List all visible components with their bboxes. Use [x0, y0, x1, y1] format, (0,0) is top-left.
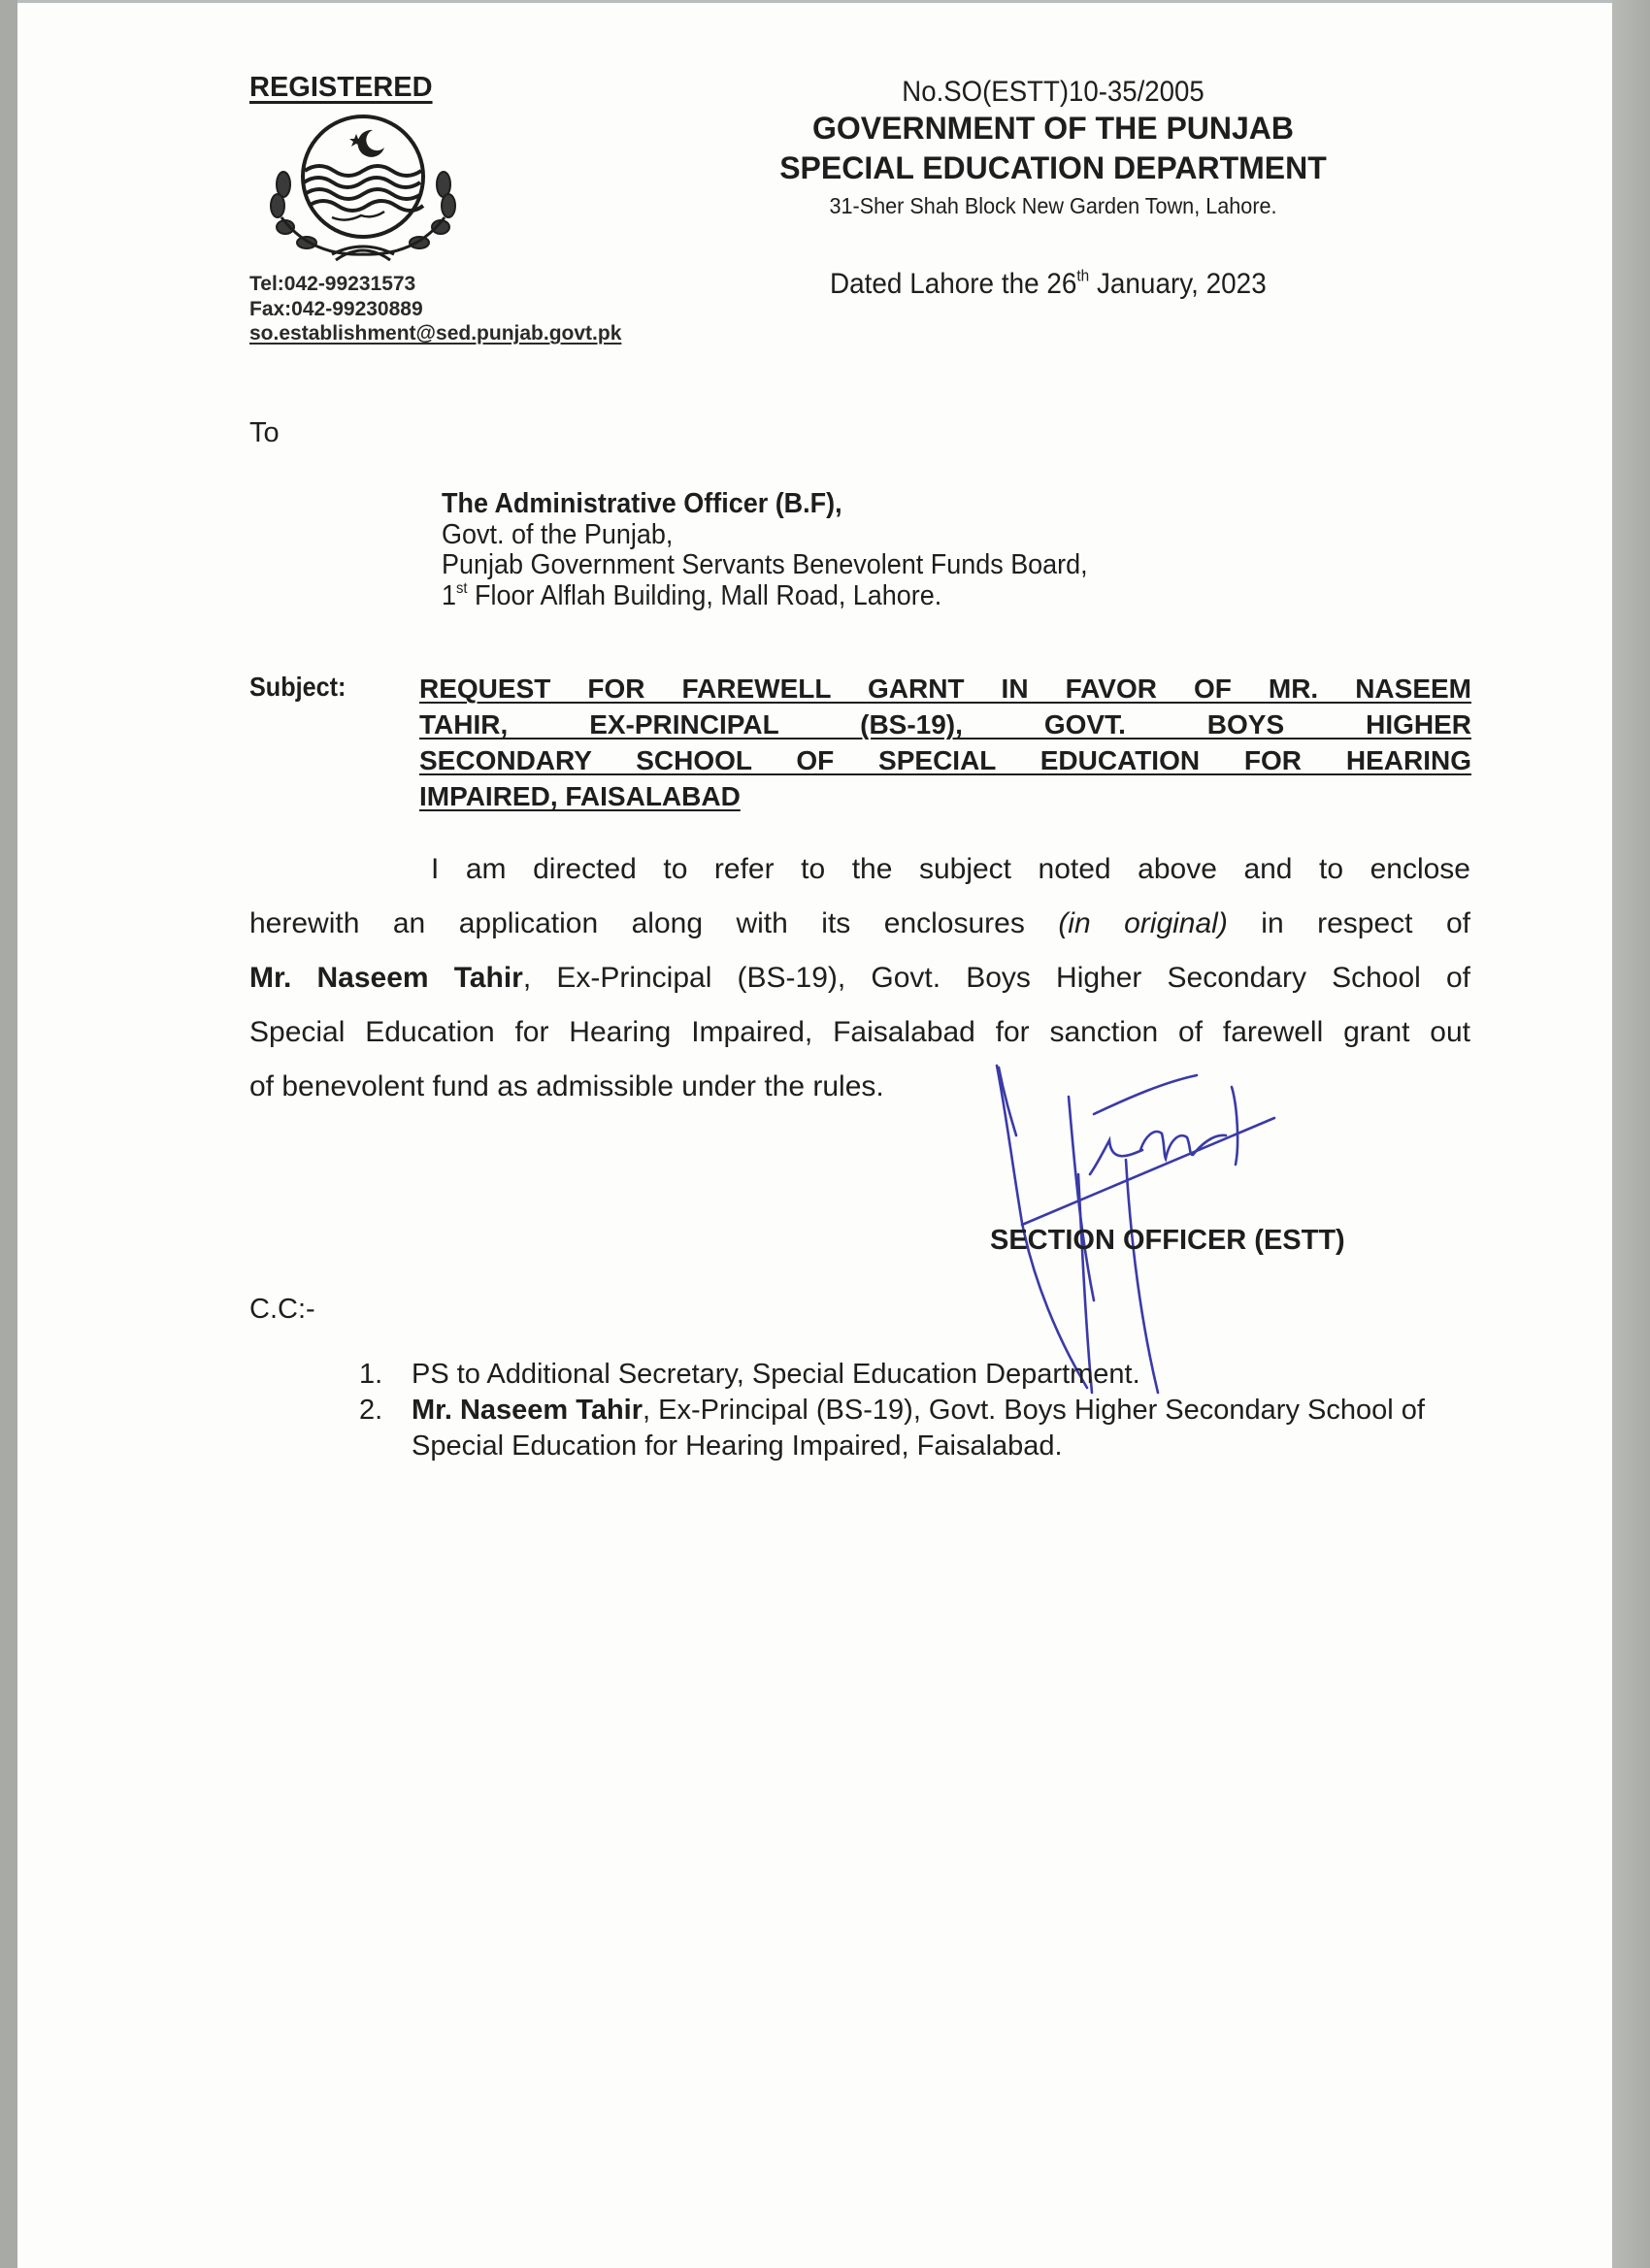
body-line: of benevolent fund as admissible under the rules.	[249, 1070, 884, 1102]
punjab-emblem-icon	[264, 109, 463, 276]
addressee-title: The Administrative Officer (B.F),	[442, 488, 842, 519]
floor-number: 1	[442, 580, 457, 611]
government-title: GOVERNMENT OF THE PUNJAB	[811, 111, 1295, 146]
body-text: herewith an application along with its enclosures	[249, 907, 1059, 939]
subject-line	[419, 743, 1471, 779]
subject-line-text: REQUEST FOR FAREWELL GARNT IN FAVOR OF MR. NASEEM	[419, 674, 1471, 704]
date-prefix: Dated Lahore the 26	[830, 268, 1077, 300]
scan-border-left	[0, 0, 17, 2268]
email-address: so.establishment@sed.punjab.govt.pk	[249, 322, 622, 345]
subject-line-text: TAHIR, EX-PRINCIPAL (BS-19), GOVT. BOYS HIGHER	[419, 709, 1471, 740]
addressee-line: Govt. of the Punjab,	[442, 519, 674, 550]
cc-item-number: 2.	[359, 1395, 383, 1426]
subject-line-text: SECONDARY SCHOOL OF SPECIAL EDUCATION FOR HEARING	[419, 745, 1471, 775]
subject-text	[419, 672, 1471, 815]
subject-line	[419, 779, 1471, 815]
body-text: in respect of	[1227, 907, 1470, 939]
employee-name: Mr. Naseem Tahir	[249, 962, 523, 994]
cc-item	[359, 1393, 1470, 1464]
signatory-designation: SECTION OFFICER (ESTT)	[990, 1225, 1345, 1256]
date-suffix: January, 2023	[1089, 268, 1267, 300]
body-italic-note: (in original)	[1058, 907, 1228, 939]
scan-border-right	[1612, 0, 1650, 2268]
addressee-line	[442, 580, 941, 612]
department-address: 31-Sher Shah Block New Garden Town, Lahore.	[829, 193, 1277, 218]
department-title: SPECIAL EDUCATION DEPARTMENT	[779, 150, 1327, 185]
fax-number: Fax:042-99230889	[249, 298, 423, 320]
cc-list	[359, 1357, 1470, 1464]
date-ordinal: th	[1076, 267, 1090, 285]
subject-label: Subject:	[249, 672, 346, 702]
addressee-address: Floor Alflah Building, Mall Road, Lahore.	[467, 580, 942, 611]
cc-item-name: Mr. Naseem Tahir	[412, 1395, 644, 1426]
subject-line	[419, 672, 1471, 707]
body-line	[249, 905, 1470, 960]
body-text: , Ex-Principal (BS-19), Govt. Boys Higher Secondary School of	[522, 962, 1471, 994]
letter-date	[830, 268, 1267, 301]
cc-item-number: 1.	[359, 1359, 383, 1390]
body-line: Special Education for Hearing Impaired, Faisalabad for sanction of farewell grant out	[249, 1016, 1470, 1048]
cc-item-text: PS to Additional Secretary, Special Education Department.	[412, 1359, 1140, 1390]
registered-label: REGISTERED	[249, 72, 433, 103]
cc-item-text: , Ex-Principal (BS-19), Govt. Boys Higher Secondary School of Special Education for Hearing Impaired, Faisalabad.	[412, 1395, 1425, 1462]
addressee-line: Punjab Government Servants Benevolent Funds Board,	[442, 549, 1088, 580]
cc-label: C.C:-	[249, 1294, 315, 1325]
cc-item	[359, 1357, 1470, 1393]
telephone-number: Tel:042-99231573	[249, 273, 416, 295]
body-line	[249, 960, 1470, 1014]
scan-border-top	[17, 0, 1612, 3]
to-label: To	[249, 417, 280, 448]
subject-line	[419, 707, 1471, 743]
body-line: I am directed to refer to the subject noted above and to enclose	[431, 853, 1470, 885]
floor-ordinal: st	[456, 580, 468, 598]
subject-line-text: IMPAIRED, FAISALABAD	[419, 781, 741, 811]
file-number: No.SO(ESTT)10-35/2005	[902, 76, 1204, 108]
